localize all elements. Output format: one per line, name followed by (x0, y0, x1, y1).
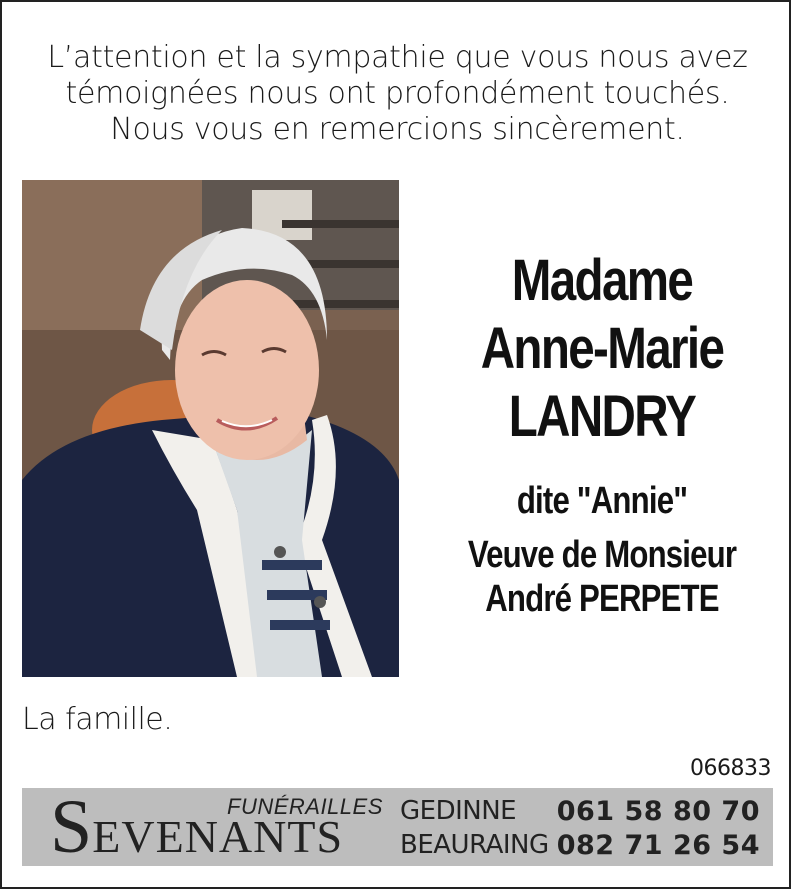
family-signature: La famille. (22, 702, 173, 737)
thank-you-line-1: L’attention et la sympathie que vous nous avez (47, 40, 748, 75)
thank-you-line-2: témoignées nous ont profondément touchés. (65, 76, 730, 111)
widow-line-1: Veuve de Monsieur (467, 534, 737, 576)
contact-phone: 082 71 26 54 (556, 829, 760, 861)
contact-phone: 061 58 80 70 (556, 795, 760, 827)
thank-you-line-3: Nous vous en remercions sincèrement. (110, 112, 685, 147)
thank-you-message (2, 40, 791, 148)
deceased-nickname: dite "Annie" (516, 480, 688, 522)
widow-line-2: André PERPETE (485, 578, 719, 620)
portrait-photo (22, 180, 399, 677)
funeral-home-banner (22, 785, 773, 869)
logo-initial: S (50, 785, 93, 869)
contact-town: GEDINNE (400, 796, 517, 826)
logo-tagline: FUNÉRAILLES (227, 794, 383, 819)
contact-row (400, 794, 760, 828)
deceased-first-name: Anne-Marie (480, 316, 724, 381)
contact-row (400, 828, 760, 862)
deceased-last-name: LANDRY (508, 384, 696, 449)
contact-town: BEAURAING (400, 830, 549, 860)
logo-name-rest: EVENANTS (92, 811, 344, 862)
contact-list (400, 794, 760, 862)
reference-number: 066833 (690, 756, 771, 781)
deceased-name-block (422, 247, 782, 621)
deceased-title: Madame (511, 248, 693, 313)
